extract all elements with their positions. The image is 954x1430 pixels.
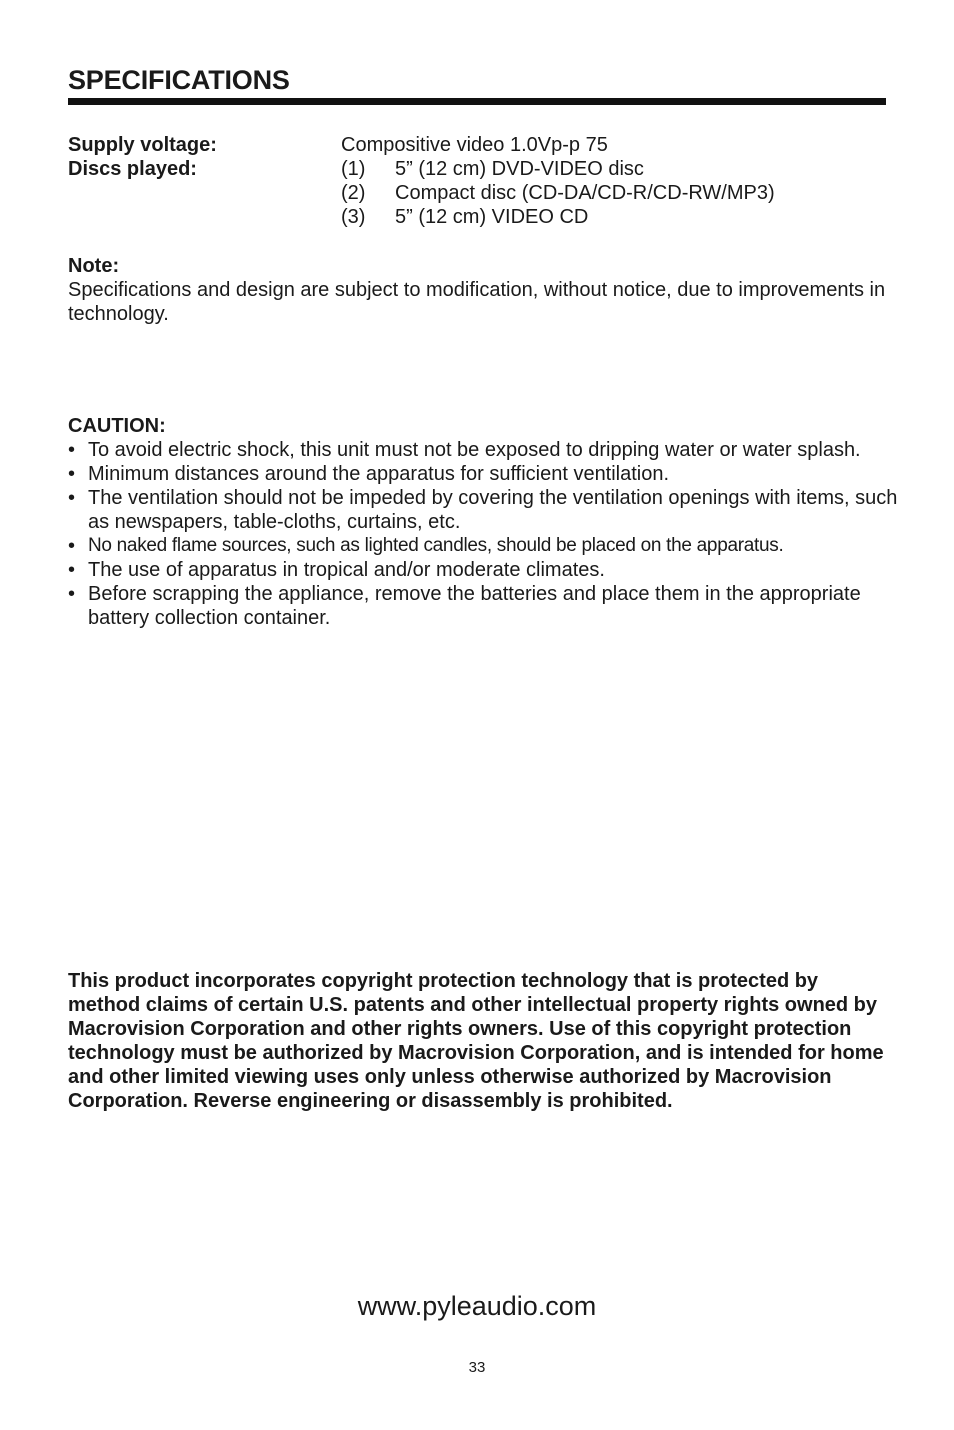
copyright-notice: This product incorporates copyright protection technology that is protected by method claims of certain U.S. patents and other intellectual property rights owned by Macrovision Corporation and other rights owners. Use of this copyright protection technology must be authorized by Macrovision Corporation, and is intended for home and other limited viewing uses only unless otherwise authorized by Macrovision Corporation. Reverse engineering or disassembly is prohibited. <box>68 970 884 1112</box>
note-heading: Note: <box>68 255 120 277</box>
caution-item-text: Minimum distances around the apparatus for sufficient ventilation. <box>88 463 670 485</box>
page-number: 33 <box>468 1359 486 1376</box>
bullet-icon: • <box>68 535 76 557</box>
list-item <box>68 438 898 462</box>
note-section <box>68 254 886 326</box>
bullet-icon: • <box>68 559 76 581</box>
caution-heading: CAUTION: <box>68 415 166 437</box>
specifications-section <box>68 133 886 229</box>
list-item <box>68 558 898 582</box>
spec-row-supply-voltage <box>68 133 886 157</box>
discs-played-values <box>341 157 886 229</box>
bullet-icon: • <box>68 583 76 605</box>
page-title: SPECIFICATIONS <box>68 65 290 95</box>
list-item <box>341 157 886 181</box>
disc-number: (3) <box>341 206 366 228</box>
disc-list <box>341 157 886 229</box>
caution-item-text: The use of apparatus in tropical and/or moderate climates. <box>88 559 605 581</box>
list-item <box>68 582 898 630</box>
caution-section <box>68 414 898 630</box>
bullet-icon: • <box>68 487 76 509</box>
supply-voltage-label: Supply voltage: <box>68 134 217 156</box>
caution-item-text: The ventilation should not be impeded by covering the ventilation openings with items, such as newspapers, table-cloths, curtains, etc. <box>88 487 898 533</box>
website-url: www.pyleaudio.com <box>357 1291 597 1321</box>
disc-text: Compact disc (CD-DA/CD-R/CD-RW/MP3) <box>395 182 775 204</box>
disc-number: (2) <box>341 182 366 204</box>
supply-voltage-value: Compositive video 1.0Vp-p 75 <box>341 134 608 156</box>
disc-text: 5” (12 cm) DVD-VIDEO disc <box>395 158 644 180</box>
disc-text: 5” (12 cm) VIDEO CD <box>395 206 589 228</box>
bullet-icon: • <box>68 463 76 485</box>
note-text: Specifications and design are subject to modification, without notice, due to improvements in technology. <box>68 279 886 325</box>
list-item <box>68 462 898 486</box>
caution-item-text: To avoid electric shock, this unit must not be exposed to dripping water or water splash. <box>88 439 861 461</box>
discs-played-label: Discs played: <box>68 158 197 180</box>
list-item <box>68 486 898 534</box>
list-item <box>68 534 898 558</box>
spec-row-discs-played <box>68 157 886 229</box>
list-item <box>341 205 886 229</box>
list-item <box>341 181 886 205</box>
caution-item-text: No naked flame sources, such as lighted candles, should be placed on the apparatus. <box>88 535 784 556</box>
caution-item-text: Before scrapping the appliance, remove the batteries and place them in the appropriate battery collection container. <box>88 583 861 629</box>
caution-list <box>68 438 898 630</box>
bullet-icon: • <box>68 439 76 461</box>
disc-number: (1) <box>341 158 366 180</box>
title-rule <box>68 98 886 105</box>
